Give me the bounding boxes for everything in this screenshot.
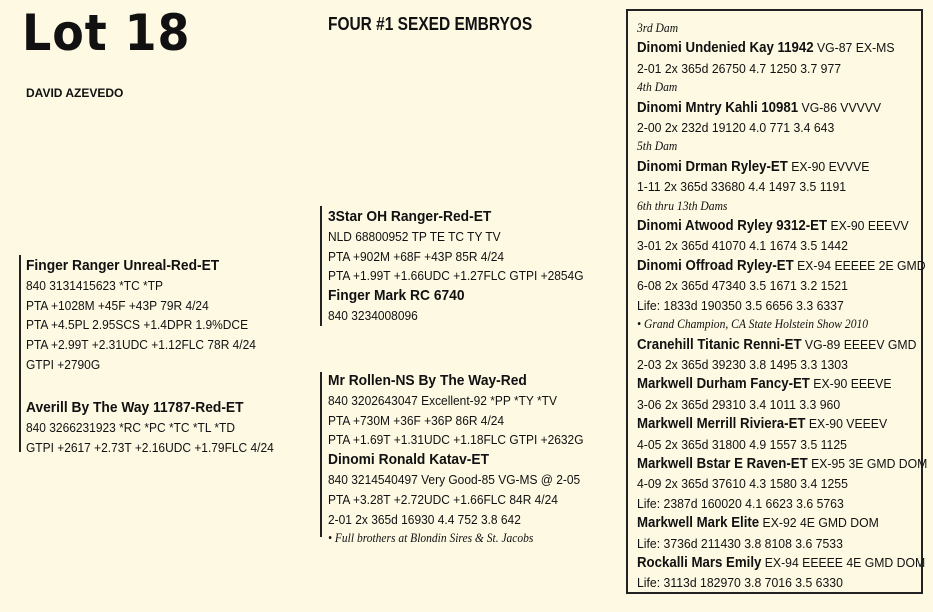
dam-line: GTPI +2617 +2.73T +2.16UDC +1.79FLC 4/24 [26,439,274,455]
dam-entry [637,38,927,58]
dam-record: 4-05 2x 365d 31800 4.9 1557 3.5 1125 [637,436,847,452]
dam-record: 2-00 2x 232d 19120 4.0 771 3.4 643 [637,120,835,136]
sire-block [26,256,276,375]
dam-name: Markwell Durham Fancy-ET [637,376,810,393]
dam-entry [637,513,927,533]
dam-dam-line: PTA +3.28T +2.72UDC +1.66FLC 84R 4/24 [328,491,558,507]
dam-classification: EX-95 3E GMD DOM [807,455,928,471]
sire-line: PTA +1028M +45F +43P 79R 4/24 [26,297,209,313]
dam-classification: VG-89 EEEEV GMD [801,336,917,352]
dam-name: Rockalli Mars Emily [637,554,762,571]
sire-sire-line: NLD 68800952 TP TE TC TY TV [328,228,501,244]
dam-classification: VG-87 EX-MS [813,40,895,56]
dam-record: Life: 3113d 182970 3.8 7016 3.5 6330 [637,575,843,591]
dam-generation-heading: 5th Dam [637,139,678,154]
dam-name: Averill By The Way 11787-Red-ET [26,399,244,416]
dam-generation-heading: 6th thru 13th Dams [637,198,728,213]
pedigree-rule-dam [320,372,322,537]
pedigree-rule-main [19,255,21,452]
pedigree-rule-sire [320,206,322,326]
dam-classification: EX-90 EEEVV [827,218,909,234]
dam-dam-name: Dinomi Ronald Katav-ET [328,451,490,469]
dam-dam-note: • Full brothers at Blondin Sires & St. Jacobs [328,531,534,546]
dam-sire-name: Mr Rollen-NS By The Way-Red [328,372,527,389]
dam-name: Markwell Bstar E Raven-ET [637,455,808,472]
sire-sire-name: 3Star OH Ranger-Red-ET [328,208,492,225]
dam-name: Dinomi Offroad Ryley-ET [637,257,794,274]
lot-title: Lot 18 [22,4,191,62]
sire-sire-line: PTA +902M +68F +43P 85R 4/24 [328,248,505,264]
dam-name: Dinomi Drman Ryley-ET [637,158,788,175]
dam-record: 2-01 2x 365d 26750 4.7 1250 3.7 977 [637,60,842,76]
dam-entry [637,335,927,355]
dam-entry [637,157,927,177]
dam-name: Dinomi Atwood Ryley 9312-ET [637,218,828,235]
sire-dam-name: Finger Mark RC 6740 [328,287,465,305]
sire-sire-block [328,207,606,326]
dam-entry [637,454,927,474]
extended-dams-list [637,19,933,593]
dam-sire-line: PTA +730M +36F +36P 86R 4/24 [328,412,505,428]
dam-classification: EX-94 EEEEE 2E GMD [793,257,926,273]
dam-record: 6-08 2x 365d 47340 3.5 1671 3.2 1521 [637,278,848,294]
dam-block [26,398,295,457]
dam-name: Dinomi Mntry Kahli 10981 [637,99,799,116]
sire-line: PTA +4.5PL 2.95SCS +1.4DPR 1.9%DCE [26,317,249,333]
dam-entry [637,256,927,276]
dam-record: 3-06 2x 365d 29310 3.4 1011 3.3 960 [637,396,841,412]
sire-sire-line: PTA +1.99T +1.66UDC +1.27FLC GTPI +2854G [328,268,584,284]
dam-dam-line: 2-01 2x 365d 16930 4.4 752 3.8 642 [328,511,521,527]
dam-record: Life: 2387d 160020 4.1 6623 3.6 5763 [637,495,844,511]
dam-entry [637,98,927,118]
dam-record: Life: 1833d 190350 3.5 6656 3.3 6337 [637,297,844,313]
dam-name: Markwell Merrill Riviera-ET [637,416,806,433]
dam-sire-line: 840 3202643047 Excellent-92 *PP *TY *TV [328,392,557,408]
dam-record: 1-11 2x 365d 33680 4.4 1497 3.5 1191 [637,179,847,195]
dam-record: 2-03 2x 365d 39230 3.8 1495 3.3 1303 [637,356,848,372]
dam-record: Life: 3736d 211430 3.8 8108 3.6 7533 [637,535,843,551]
dam-entry [637,216,927,236]
dam-generation-heading: 4th Dam [637,80,678,95]
sire-line: GTPI +2790G [26,356,101,372]
dam-entry [637,553,927,573]
dam-classification: EX-94 EEEEE 4E GMD DOM [761,554,926,570]
dam-classification: EX-92 4E GMD DOM [759,515,879,531]
sire-dam-line: 840 3234008096 [328,307,418,323]
dam-generation-heading: 3rd Dam [637,21,679,35]
lot-headline: FOUR #1 SEXED EMBRYOS [328,14,533,34]
dam-dam-line: 840 3214540497 Very Good-85 VG-MS @ 2-05 [328,471,581,487]
dam-classification: EX-90 EVVVE [787,158,870,174]
dam-record: 4-09 2x 365d 37610 4.3 1580 3.4 1255 [637,476,848,492]
dam-classification: EX-90 EEEVE [809,376,892,392]
dam-classification: VG-86 VVVVV [798,99,882,115]
dam-sire-block [328,371,606,549]
dam-entry [637,374,927,394]
dam-sire-line: PTA +1.69T +1.31UDC +1.18FLC GTPI +2632G [328,432,584,448]
sire-name: Finger Ranger Unreal-Red-ET [26,257,220,274]
consignor-name: DAVID AZEVEDO [26,86,124,100]
dam-name: Markwell Mark Elite [637,515,760,532]
sire-line: 840 3131415623 *TC *TP [26,277,163,293]
sire-line: PTA +2.99T +2.31UDC +1.12FLC 78R 4/24 [26,337,256,353]
dam-line: 840 3266231923 *RC *PC *TC *TL *TD [26,419,235,435]
dam-classification: EX-90 VEEEV [805,416,888,432]
dam-entry [637,414,927,434]
dam-record: 3-01 2x 365d 41070 4.1 1674 3.5 1442 [637,238,848,254]
dam-name: Cranehill Titanic Renni-ET [637,336,802,353]
dam-note: • Grand Champion, CA State Holstein Show 2010 [637,317,869,332]
dam-name: Dinomi Undenied Kay 11942 [637,40,814,57]
extended-dams-box [626,9,928,594]
